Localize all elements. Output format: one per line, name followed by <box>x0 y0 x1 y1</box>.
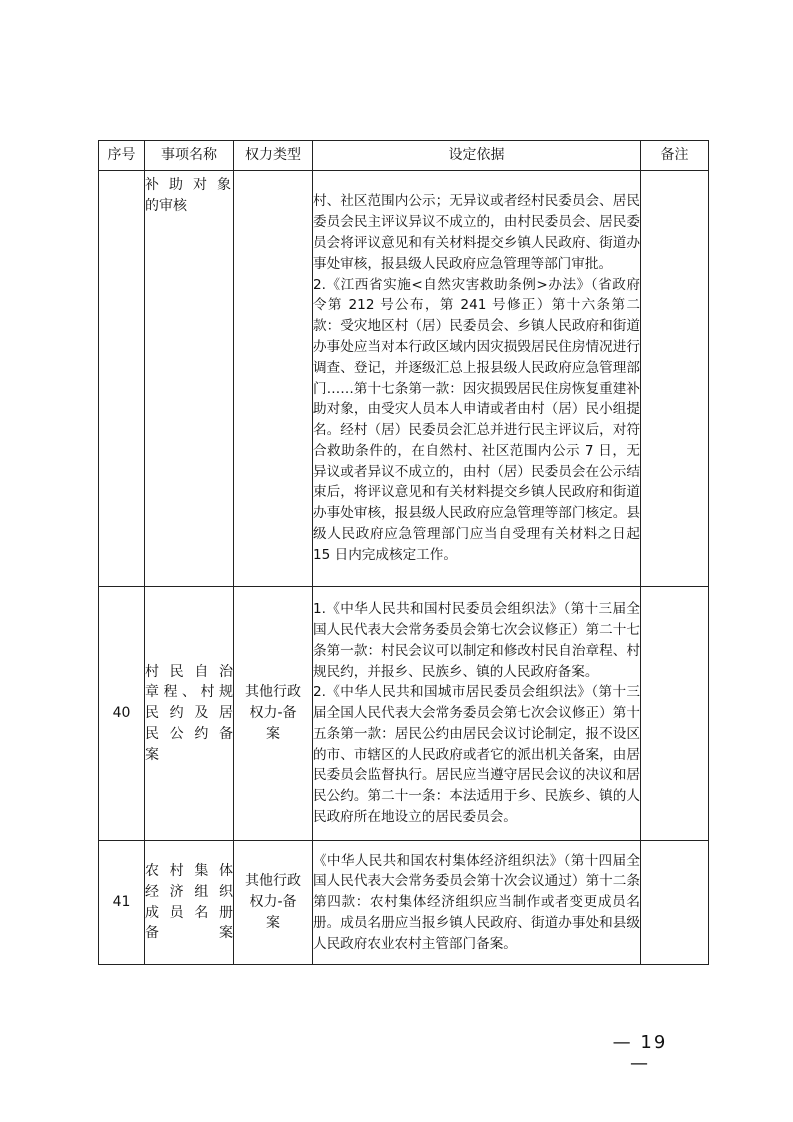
header-authority-type: 权力类型 <box>234 141 313 171</box>
item-name-line: 补助对象 <box>145 177 233 193</box>
row-legal-basis <box>313 841 641 965</box>
item-name-line: 成员名册 <box>145 904 233 921</box>
row-legal-basis <box>313 587 641 841</box>
type-line: 其他行政 <box>245 684 301 701</box>
basis-paragraph: 2.《江西省实施<自然灾害救助条例>办法》（省政府令第 212 号公布，第 241 号修正）第十六条第二款：受灾地区村（居）民委员会、乡镇人民政府和街道办事处应当对本行政区域内因灾损毁居民住房情况进行调查、登记，并逐级汇总上报县级人民政府应急管理部门……第十七条第一款：因灾损毁居民住房恢复重建补助对象，由受灾人员本人申请或者由村（居）民小组提名。经村（居）民委员会汇总并进行民主评议后，对符合救助条件的，在自然村、社区范围内公示 7 日，无异议或者异议不成立的，由村（居）民委员会在公示结束后，将评议意见和有关材料提交乡镇人民政府和街道办事处审核，报县级人民政府应急管理等部门核定。县级人民政府应急管理部门应当自受理有关材料之日起 15 日内完成核定工作。 <box>313 276 640 563</box>
basis-paragraph: 2.《中华人民共和国城市居民委员会组织法》（第十三届全国人民代表大会常务委员会第七次会议修正）第十五条第一款：居民公约由居民会议讨论制定，报不设区的市、市辖区的人民政府或者它的派出机关备案，由居民委员会监督执行。居民应当遵守居民会议的决议和居民公约。第二十一条：本法适用于乡、民族乡、镇的人民政府所在地设立的居民委员会。 <box>313 684 640 826</box>
page-number: — 19 — <box>612 1032 668 1074</box>
item-name-line: 经济组织 <box>145 883 233 900</box>
row-authority-type <box>234 841 313 965</box>
row-item-name <box>145 587 234 841</box>
row-remark <box>641 171 709 587</box>
item-name-line: 民约及居 <box>145 705 233 722</box>
type-line: 权力-备 <box>249 705 297 722</box>
item-name-line: 备案 <box>145 925 233 942</box>
basis-paragraph: 1.《中华人民共和国村民委员会组织法》（第十三届全国人民代表大会常务委员会第七次会议修正）第二十七条第一款：村民会议可以制定和修改村民自治章程、村规民约，并报乡、民族乡、镇的人民政府备案。 <box>313 601 640 680</box>
item-name-line: 民公约备 <box>145 725 233 742</box>
item-name-line: 案 <box>145 746 159 763</box>
type-line: 权力-备 <box>249 894 297 911</box>
table-header-row <box>99 141 709 171</box>
row-authority-type <box>234 587 313 841</box>
header-remark: 备注 <box>641 141 709 171</box>
header-item-name: 事项名称 <box>145 141 234 171</box>
basis-paragraph: 《中华人民共和国农村集体经济组织法》（第十四届全国人民代表大会常务委员会第十次会议通过）第十二条第四款：农村集体经济组织应当制作或者变更成员名册。成员名册应当报乡镇人民政府、街道办事处和县级人民政府农业农村主管部门备案。 <box>313 852 640 952</box>
table-row <box>99 171 709 587</box>
table-row <box>99 841 709 965</box>
row-seq: 40 <box>99 587 145 841</box>
type-line: 其他行政 <box>245 873 301 890</box>
table-row <box>99 587 709 841</box>
type-line: 案 <box>266 914 280 931</box>
header-legal-basis: 设定依据 <box>313 141 641 171</box>
basis-paragraph: 村、社区范围内公示；无异议或者经村民委员会、居民委员会民主评议异议不成立的，由村民委员会、居民委员会将评议意见和有关材料提交乡镇人民政府、街道办事处审核，报县级人民政府应急管理等部门审批。 <box>313 193 640 272</box>
row-seq: 41 <box>99 841 145 965</box>
row-item-name <box>145 171 234 587</box>
item-name-line: 的审核 <box>145 197 187 214</box>
row-authority-type <box>234 171 313 587</box>
row-item-name <box>145 841 234 965</box>
item-name-line: 村民自治 <box>145 663 233 680</box>
authority-table <box>98 140 709 965</box>
row-remark <box>641 841 709 965</box>
row-remark <box>641 587 709 841</box>
header-seq: 序号 <box>99 141 145 171</box>
row-seq <box>99 171 145 587</box>
row-legal-basis <box>313 171 641 587</box>
item-name-line: 农村集体 <box>145 862 233 879</box>
item-name-line: 章程、村规 <box>145 684 233 701</box>
type-line: 案 <box>266 725 280 742</box>
